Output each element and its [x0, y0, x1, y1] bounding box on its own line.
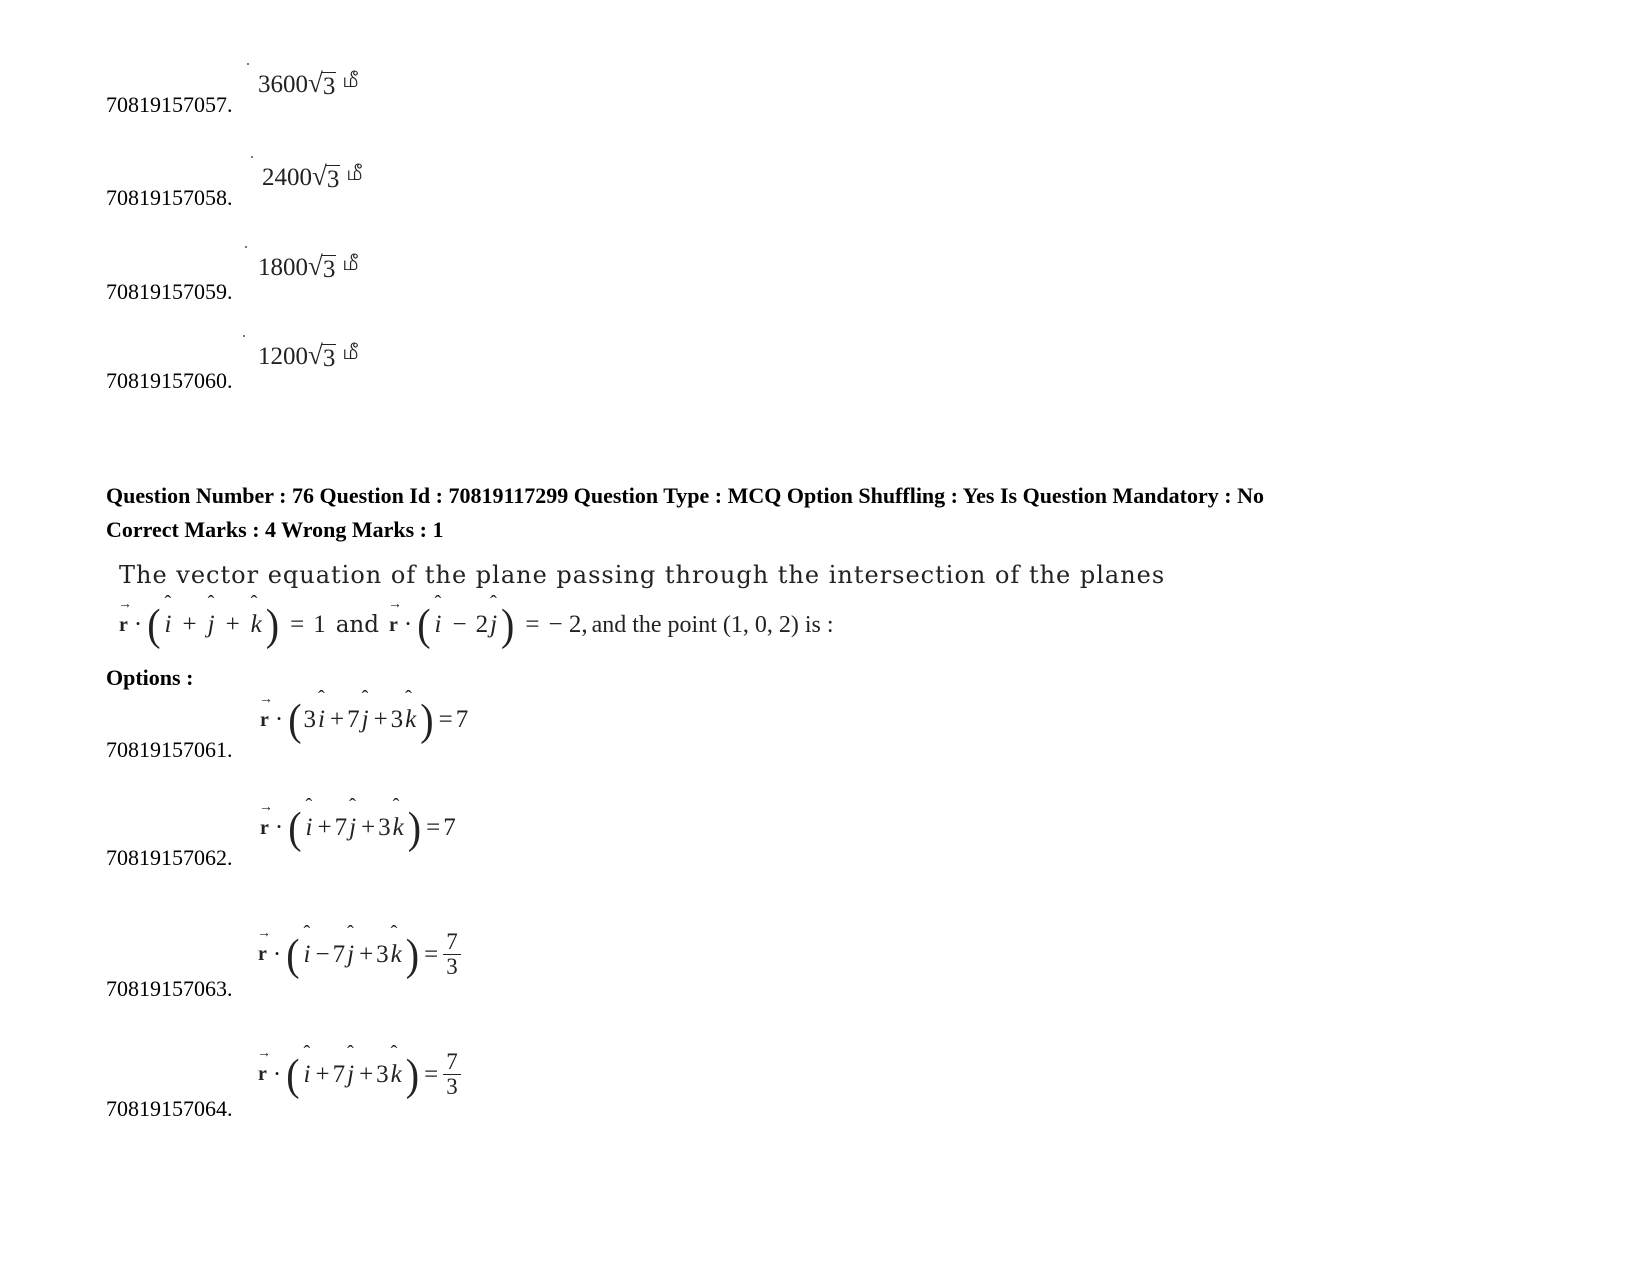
sign: + [373, 706, 388, 733]
coefficient: 7 [332, 1060, 346, 1088]
paren-open: ( [286, 1049, 300, 1099]
question-tail: and the point (1, 0, 2) is : [591, 611, 834, 638]
coefficient: 3 [303, 706, 317, 733]
rhs-value: 7 [455, 706, 469, 733]
sign: + [359, 940, 374, 968]
unit-k: ˆ k [391, 814, 406, 842]
paren-open: ( [147, 599, 161, 650]
coefficient: 1200 [258, 343, 308, 371]
fraction-denominator: 3 [446, 954, 458, 980]
plus-sign: + [182, 611, 197, 638]
unit-i: ˆ i [316, 706, 327, 734]
dot-operator: · [272, 1060, 282, 1088]
radicand: 3 [322, 73, 336, 100]
question-marks: Correct Marks : 4 Wrong Marks : 1 [106, 517, 444, 542]
question-header [106, 479, 1586, 547]
paren-close: ) [420, 694, 434, 745]
option-row [106, 339, 359, 393]
option-math [258, 339, 359, 373]
unit-i: ˆ i [433, 611, 444, 639]
coefficient: 3 [376, 940, 389, 968]
unit-j: ˆ j [360, 706, 371, 734]
unit-j: ˆ j [345, 1061, 356, 1089]
option-row [106, 802, 456, 870]
dot-operator: · [133, 611, 143, 638]
option-math [260, 802, 456, 853]
option-math [258, 930, 461, 979]
equals-sign: = [438, 706, 453, 733]
vector-r: → r [389, 614, 398, 637]
unit-k: ˆ k [389, 1061, 404, 1089]
vector-r: → r [260, 709, 269, 732]
option-row [106, 1049, 461, 1122]
sqrt-symbol: √ 3 [308, 251, 336, 283]
paren-close: ) [265, 599, 280, 650]
unit-j: ˆ j [347, 814, 358, 842]
option-id: 70819157059. [106, 278, 233, 304]
unit-i: ˆ i [302, 941, 313, 969]
paren-close: ) [407, 802, 422, 853]
radicand: 3 [322, 345, 336, 372]
unit-i: ˆ i [304, 814, 315, 842]
dot-operator: · [274, 814, 284, 841]
minus-sign: − [452, 611, 467, 638]
rhs-value: − 2, [548, 611, 588, 638]
option-math [258, 250, 359, 284]
equals-sign: = [290, 611, 305, 638]
fraction [443, 1050, 461, 1099]
unit-i: ˆ i [302, 1061, 313, 1089]
vector-r: → r [258, 943, 267, 966]
paren-close: ) [501, 599, 515, 650]
coefficient: 3 [390, 706, 404, 733]
dot-operator: · [272, 940, 282, 968]
paren-open: ( [288, 802, 302, 853]
option-id: 70819157063. [106, 976, 233, 1002]
paren-close: ) [405, 1049, 420, 1099]
unit-k: ˆ k [403, 706, 418, 734]
unit-label: மீ [342, 67, 359, 92]
fraction-denominator: 3 [446, 1074, 458, 1100]
options-label: Options : [106, 665, 194, 690]
sqrt-symbol: √ 3 [312, 161, 340, 193]
option-row [106, 160, 363, 210]
coefficient: 7 [332, 940, 346, 968]
option-id: 70819157064. [106, 1096, 233, 1122]
sign: − [315, 940, 330, 968]
sign: + [361, 814, 376, 841]
option-id: 70819157061. [106, 737, 233, 762]
dot-operator: · [274, 706, 284, 733]
question-text: The vector equation of the plane passing through the intersection of the planes [119, 561, 1166, 589]
paren-open: ( [288, 694, 302, 745]
unit-j: ˆ j [206, 611, 217, 639]
sqrt-symbol: √ 3 [308, 68, 336, 100]
radicand: 3 [326, 166, 340, 193]
option-id: 70819157057. [106, 91, 233, 117]
equals-sign: = [424, 940, 439, 968]
option-row [106, 250, 359, 304]
fraction [443, 930, 461, 979]
scan-mark [245, 246, 247, 248]
unit-label: மீ [342, 250, 359, 275]
option-math [258, 1050, 461, 1099]
coefficient: 2400 [262, 164, 312, 192]
dot-operator: · [403, 611, 413, 638]
coefficient: 3600 [258, 71, 308, 99]
fraction-numerator: 7 [443, 930, 461, 955]
scan-mark [243, 335, 245, 337]
unit-k: ˆ k [389, 941, 404, 969]
option-math [262, 160, 363, 194]
scan-mark [251, 156, 253, 158]
coefficient: 3 [376, 1060, 389, 1088]
unit-label: மீ [342, 339, 359, 364]
sqrt-symbol: √ 3 [308, 340, 336, 372]
vector-r: → r [119, 614, 128, 637]
and-word: and [335, 612, 379, 638]
option-row [106, 694, 469, 762]
unit-k: ˆ k [249, 611, 264, 639]
rhs-value: 1 [313, 611, 326, 638]
unit-j: ˆ j [345, 941, 356, 969]
sign: + [315, 1060, 330, 1088]
option-id: 70819157062. [106, 845, 233, 870]
paren-open: ( [286, 929, 300, 979]
question-equation [119, 599, 834, 650]
equals-sign: = [525, 611, 540, 638]
option-math [260, 694, 469, 745]
sign: + [359, 1060, 374, 1088]
coefficient: 2 [475, 611, 489, 638]
unit-i: ˆ i [163, 611, 174, 639]
coefficient: 1800 [258, 254, 308, 282]
option-id: 70819157060. [106, 367, 233, 393]
equals-sign: = [424, 1060, 439, 1088]
coefficient: 7 [347, 706, 360, 733]
vector-r: → r [258, 1063, 267, 1086]
option-id: 70819157058. [106, 184, 233, 210]
sign: + [317, 814, 332, 841]
option-row [106, 67, 359, 117]
radicand: 3 [322, 256, 336, 283]
rhs-value: 7 [443, 814, 456, 841]
scan-mark [247, 63, 249, 65]
equals-sign: = [426, 814, 441, 841]
unit-j: ˆ j [488, 611, 499, 639]
coefficient: 3 [378, 814, 391, 841]
coefficient: 7 [334, 814, 348, 841]
fraction-numerator: 7 [443, 1050, 461, 1075]
sign: + [330, 706, 345, 733]
unit-label: மீ [346, 160, 363, 185]
vector-r: → r [260, 817, 269, 840]
paren-open: ( [417, 599, 431, 650]
paren-close: ) [405, 929, 420, 979]
plus-sign: + [225, 611, 240, 638]
option-math [258, 67, 359, 101]
option-row [106, 929, 461, 1002]
question-meta: Question Number : 76 Question Id : 70819117299 Question Type : MCQ Option Shuffling : Yes Is Question Mandatory : No [106, 483, 1264, 508]
